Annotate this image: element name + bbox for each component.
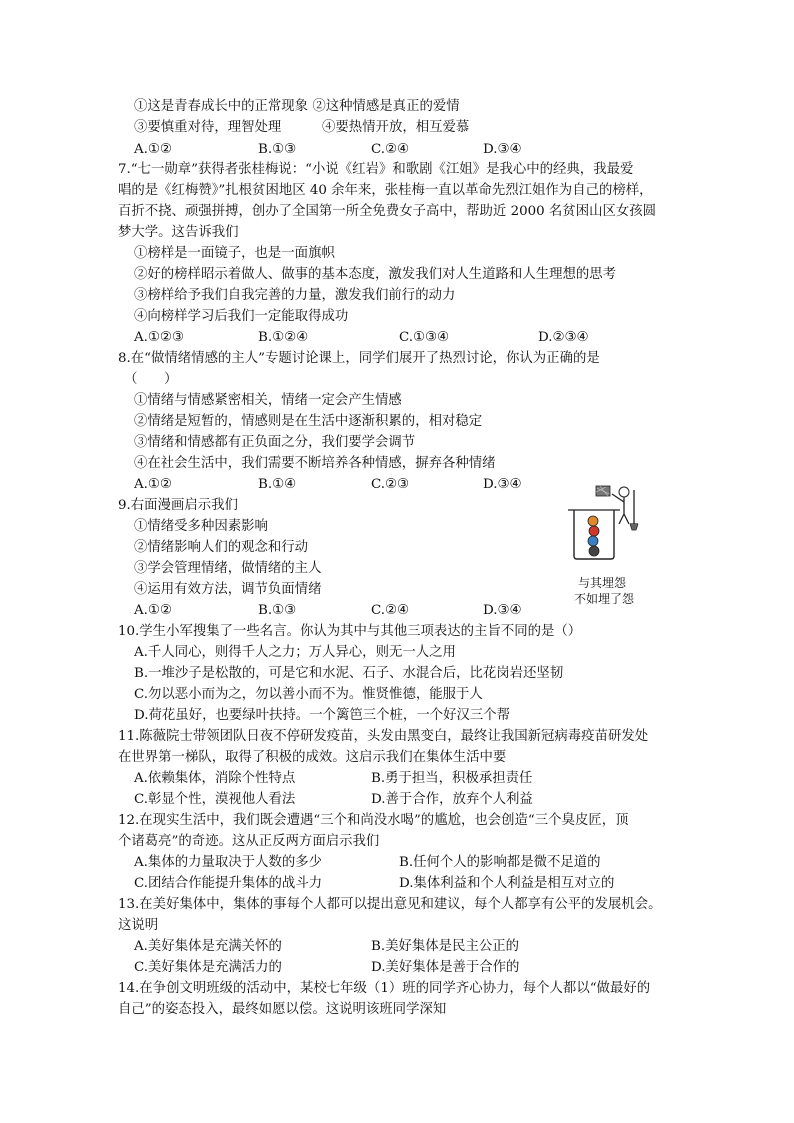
q9-option-b: B.①③: [258, 603, 297, 618]
q8-answer-blank: （ ）: [124, 372, 178, 387]
cartoon-drawing: [556, 480, 656, 560]
q10-option-d: D.荷花虽好，也要绿叶扶持。一个篱笆三个桩，一个好汉三个帮: [134, 708, 511, 723]
q7-stem-line-4: 梦大学。这告诉我们: [118, 225, 239, 240]
q7-option-a: A.①②③: [134, 330, 184, 345]
q14-stem-line-2: 自己”的姿态投入，最终如愿以偿。这说明该班同学深知: [118, 1002, 447, 1017]
q6-statement-line-2: ③要慎重对待，理智处理: [134, 120, 282, 135]
q6-option-d: D.③④: [483, 142, 522, 157]
q6-option-b: B.①③: [258, 142, 297, 157]
q12-option-d: D.集体利益和个人利益是相互对立的: [399, 876, 615, 891]
q13-stem-line-2: 这说明: [118, 918, 159, 933]
q7-statement-2: ②好的榜样昭示着做人、做事的基本态度，激发我们对人生道路和人生理想的思考: [134, 267, 617, 282]
q11-stem-line-1: 11.陈薇院士带领团队日夜不停研发疫苗，头发由黑变白，最终让我国新冠病毒疫苗研发处: [118, 729, 649, 744]
q8-option-c: C.②③: [371, 477, 410, 492]
q11-option-c: C.彰显个性，漠视他人看法: [134, 792, 296, 807]
q13-stem-line-1: 13.在美好集体中，集体的事每个人都可以提出意见和建议，每个人都享有公平的发展机会。: [118, 897, 662, 912]
q9-option-a: A.①②: [134, 603, 172, 618]
q6-statement-4: ④要热情开放，相互爱慕: [322, 120, 470, 135]
q12-stem-line-1: 12.在现实生活中，我们既会遭遇“三个和尚没水喝”的尴尬，也会创造“三个臭皮匠，顶: [118, 813, 629, 828]
cartoon-caption-line-2: 不如埋了怨: [574, 592, 635, 606]
q12-option-c: C.团结合作能提升集体的战斗力: [134, 876, 323, 891]
q8-option-d: D.③④: [483, 477, 522, 492]
q7-option-d: D.②③④: [538, 330, 589, 345]
q9-statement-3: ③学会管理情绪，做情绪的主人: [134, 561, 322, 576]
q10-stem: 10.学生小军搜集了一些名言。你认为其中与其他三项表达的主旨不同的是（）: [118, 624, 582, 639]
q9-statement-2: ②情绪影响人们的观念和行动: [134, 540, 309, 555]
q9-statement-1: ①情绪受多种因素影响: [134, 519, 268, 534]
q11-option-a: A.依赖集体，消除个性特点: [134, 771, 296, 786]
q7-stem-line-1: 7.“七一勋章”获得者张桂梅说：“小说《红岩》和歌剧《江姐》是我心中的经典，我最爱: [118, 162, 634, 177]
cartoon-caption-line-1: 与其埋怨: [578, 576, 627, 590]
q13-option-c: C.美好集体是充满活力的: [134, 960, 282, 975]
q8-statement-1: ①情绪与情感紧密相关，情绪一定会产生情感: [134, 393, 402, 408]
q10-option-c: C.勿以恶小而为之，勿以善小而不为。惟贤惟德，能服于人: [134, 687, 483, 702]
q13-option-a: A.美好集体是充满关怀的: [134, 939, 282, 954]
q12-stem-line-2: 个诸葛亮”的奇迹。这从正反两方面启示我们: [118, 834, 380, 849]
q11-stem-line-2: 在世界第一梯队，取得了积极的成效。这启示我们在集体生活中要: [118, 750, 507, 765]
q7-stem-line-3: 百折不挠、顽强拼搏，创办了全国第一所全免费女子高中，帮助近 2000 名贫困山区女孩圆: [118, 204, 657, 219]
q13-option-b: B.美好集体是民主公正的: [371, 939, 520, 954]
q12-option-b: B.任何个人的影响都是微不足道的: [399, 855, 601, 870]
q8-statement-3: ③情绪和情感都有正负面之分，我们要学会调节: [134, 435, 416, 450]
q9-option-d: D.③④: [483, 603, 522, 618]
q10-option-b: B.一堆沙子是松散的，可是它和水泥、石子、水混合后，比花岗岩还坚韧: [134, 666, 564, 681]
q9-statement-4: ④运用有效方法，调节负面情绪: [134, 582, 322, 597]
q9-option-c: C.②④: [371, 603, 410, 618]
q8-option-a: A.①②: [134, 477, 172, 492]
q6-option-c: C.②④: [371, 142, 410, 157]
q7-option-b: B.①②④: [258, 330, 309, 345]
q7-statement-4: ④向榜样学习后我们一定能取得成功: [134, 309, 349, 324]
q8-statement-4: ④在社会生活中，我们需要不断培养各种情感，摒弃各种情绪: [134, 456, 496, 471]
cartoon-illustration: [556, 480, 656, 606]
q7-statement-3: ③榜样给予我们自我完善的力量，激发我们前行的动力: [134, 288, 456, 303]
q7-stem-line-2: 唱的是《红梅赞》”扎根贫困地区 40 余年来，张桂梅一直以革命先烈江姐作为自己的榜样，: [118, 183, 653, 198]
q11-option-d: D.善于合作，放弃个人利益: [371, 792, 533, 807]
q6-option-a: A.①②: [134, 142, 172, 157]
q11-option-b: B.勇于担当，积极承担责任: [371, 771, 533, 786]
q10-option-a: A.千人同心，则得千人之力；万人异心，则无一人之用: [134, 645, 456, 660]
q6-statement-line-1: ①这是青春成长中的正常现象 ②这种情感是真正的爱情: [134, 99, 460, 114]
q13-option-d: D.美好集体是善于合作的: [371, 960, 520, 975]
q8-stem: 8.在“做情绪情感的主人”专题讨论课上，同学们展开了热烈讨论，你认为正确的是: [118, 351, 600, 366]
q9-stem: 9.右面漫画启示我们: [118, 498, 238, 513]
q7-option-c: C.①③④: [399, 330, 450, 345]
q8-statement-2: ②情绪是短暂的，情感则是在生活中逐渐积累的，相对稳定: [134, 414, 483, 429]
q12-option-a: A.集体的力量取决于人数的多少: [134, 855, 323, 870]
q14-stem-line-1: 14.在争创文明班级的活动中，某校七年级（1）班的同学齐心协力，每个人都以“做最好的: [118, 981, 651, 996]
q7-statement-1: ①榜样是一面镜子，也是一面旗帜: [134, 246, 335, 261]
q8-option-b: B.①④: [258, 477, 297, 492]
